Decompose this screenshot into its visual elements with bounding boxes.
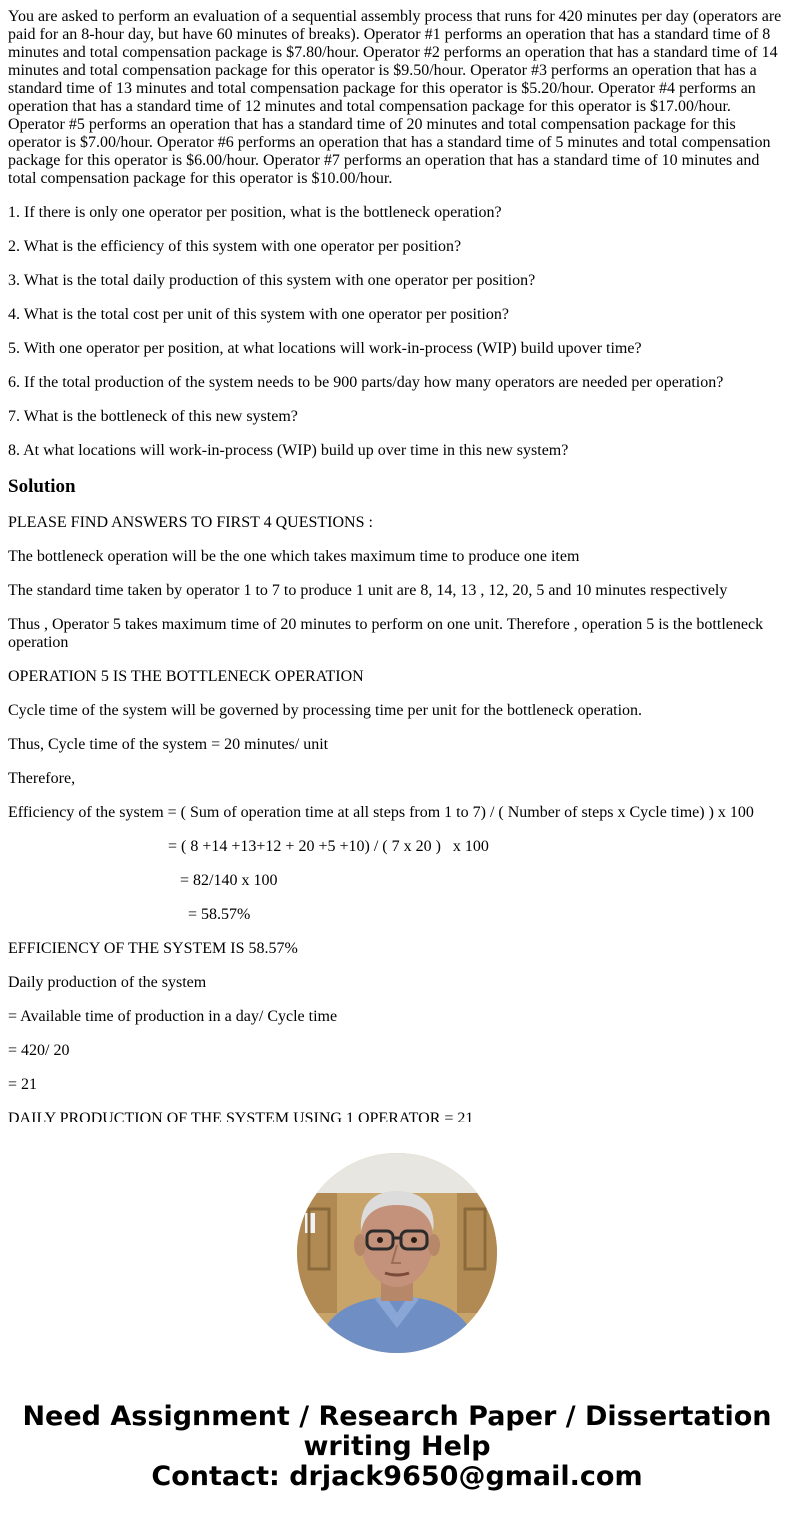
calc-line: = ( 8 +14 +13+12 + 20 +5 +10) / ( 7 x 20 ) x 100 xyxy=(168,838,489,855)
solution-line: Daily production of the system xyxy=(8,974,207,991)
promo-banner xyxy=(0,1402,794,1492)
solution-heading: Solution xyxy=(8,476,76,497)
document-body xyxy=(8,0,786,1122)
solution-line: Cycle time of the system will be governed by processing time per unit for the bottleneck operation. xyxy=(8,702,643,719)
question-item: 8. At what locations will work-in-process (WIP) build up over time in this new system? xyxy=(8,442,569,459)
question-item: 7. What is the bottleneck of this new system? xyxy=(8,408,298,425)
question-intro: You are asked to perform an evaluation of a sequential assembly process that runs for 420 minutes per day (operators are paid for an 8-hour day, but have 60 minutes of breaks). Operator #1 performs an operation that has a standard time of 8 minutes and total compensation package is $7.80/hour. Operator #2 performs an operation that has a standard time of 14 minutes and total compensation package for this operator is $9.50/hour. Operator #3 performs an operation that has a standard time of 13 minutes and total compensation package for this operator is $5.20/hour. Operator #4 performs an operation that has a standard time of 12 minutes and total compensation package for this operator is $17.00/hour. Operator #5 performs an operation that has a standard time of 20 minutes and total compensation package for this operator is $7.00/hour. Operator #6 performs an operation that has a standard time of 5 minutes and total compensation package for this operator is $6.00/hour. Operator #7 performs an operation that has a standard time of 10 minutes and total compensation package for this operator is $10.00/hour. xyxy=(8,8,782,187)
solution-line: PLEASE FIND ANSWERS TO FIRST 4 QUESTIONS : xyxy=(8,514,373,531)
solution-line: Therefore, xyxy=(8,770,76,787)
question-item: 6. If the total production of the system needs to be 900 parts/day how many operators are needed per operation? xyxy=(8,374,724,391)
solution-line: OPERATION 5 IS THE BOTTLENECK OPERATION xyxy=(8,668,364,685)
promo-line: Need Assignment / Research Paper / Dissertation xyxy=(22,1401,772,1432)
solution-line: DAILY PRODUCTION OF THE SYSTEM USING 1 OPERATOR = 21 xyxy=(8,1110,474,1122)
solution-line: = 420/ 20 xyxy=(8,1042,70,1059)
solution-line: = Available time of production in a day/ Cycle time xyxy=(8,1008,338,1025)
solution-line: EFFICIENCY OF THE SYSTEM IS 58.57% xyxy=(8,940,298,957)
solution-line: Efficiency of the system = ( Sum of operation time at all steps from 1 to 7) / ( Number of steps x Cycle time) ) x 100 xyxy=(8,804,754,821)
promo-line: writing Help xyxy=(303,1431,491,1462)
question-item: 4. What is the total cost per unit of this system with one operator per position? xyxy=(8,306,509,323)
calc-line: = 82/140 x 100 xyxy=(180,872,278,889)
question-item: 3. What is the total daily production of this system with one operator per position? xyxy=(8,272,536,289)
solution-line: The bottleneck operation will be the one which takes maximum time to produce one item xyxy=(8,548,580,565)
question-item: 2. What is the efficiency of this system with one operator per position? xyxy=(8,238,462,255)
question-item: 1. If there is only one operator per position, what is the bottleneck operation? xyxy=(8,204,502,221)
solution-line: = 21 xyxy=(8,1076,38,1093)
promo-contact: Contact: drjack9650@gmail.com xyxy=(151,1461,643,1492)
calc-line: = 58.57% xyxy=(188,906,251,923)
solution-line: Thus, Cycle time of the system = 20 minutes/ unit xyxy=(8,736,329,753)
author-avatar xyxy=(297,1153,497,1353)
question-item: 5. With one operator per position, at what locations will work-in-process (WIP) build upover time? xyxy=(8,340,642,357)
solution-line: Thus , Operator 5 takes maximum time of 20 minutes to perform on one unit. Therefore , operation 5 is the bottleneck operation xyxy=(8,616,764,651)
solution-line: The standard time taken by operator 1 to 7 to produce 1 unit are 8, 14, 13 , 12, 20, 5 and 10 minutes respectively xyxy=(8,582,728,599)
